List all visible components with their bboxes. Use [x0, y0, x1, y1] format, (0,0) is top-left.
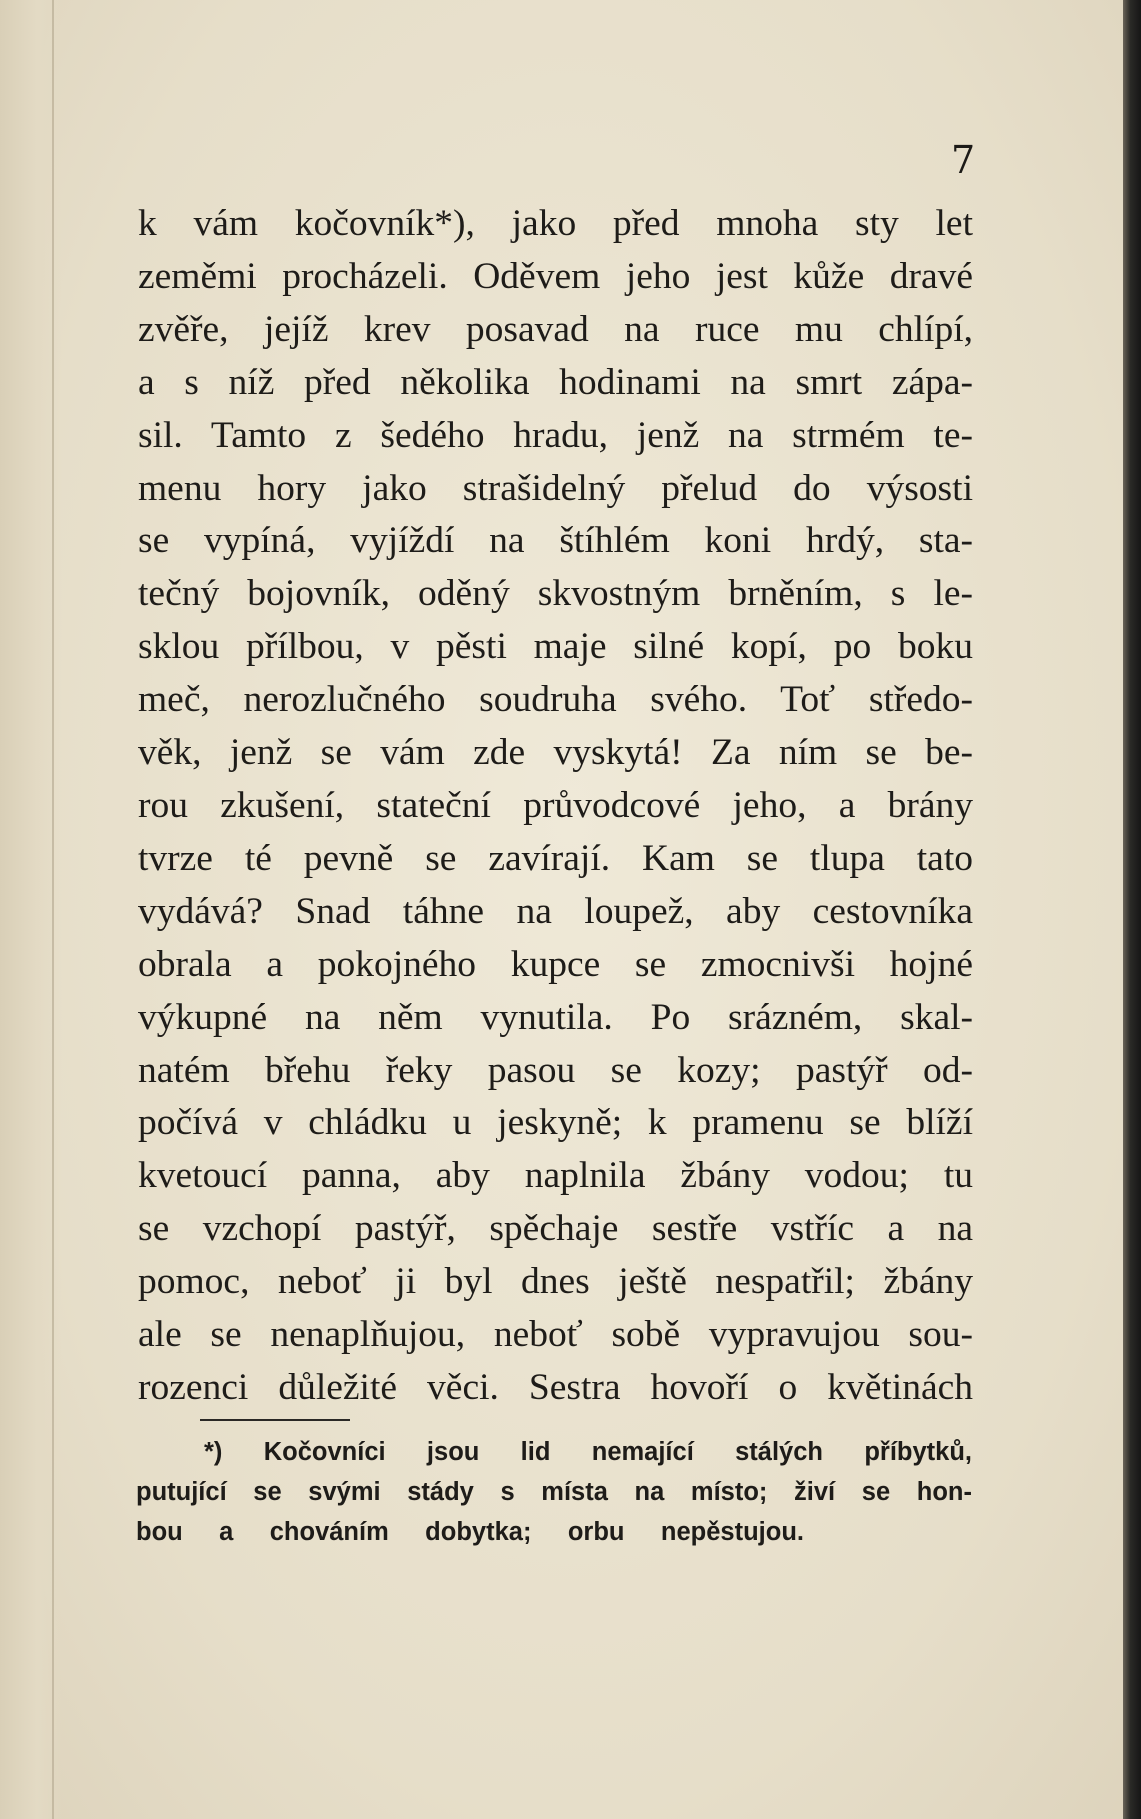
body-line-2: zeměmi procházeli. Oděvem jeho jest kůže dravé	[138, 255, 973, 297]
body-line-14: vydává? Snad táhne na loupež, aby cestovníka	[138, 890, 973, 932]
footnote-separator-rule	[200, 1419, 350, 1421]
body-line-7: se vypíná, vyjíždí na štíhlém koni hrdý, sta-	[138, 520, 973, 562]
body-line-22: ale se nenaplňujou, neboť sobě vypravujou sou-	[138, 1314, 973, 1356]
footnote-line-3-text: bou a chováním dobytka; orbu nepěstujou.	[136, 1518, 804, 1546]
page-fold-line	[52, 0, 54, 1819]
body-line-9: sklou přílbou, v pěsti maje silné kopí, po boku	[138, 626, 973, 668]
body-line-13: tvrze té pevně se zavírají. Kam se tlupa tato	[138, 837, 973, 879]
body-line-10: meč, nerozlučného soudruha svého. Toť středo-	[138, 679, 973, 721]
body-line-4: a s níž před několika hodinami na smrt zápa-	[138, 361, 973, 403]
body-line-18: počívá v chládku u jeskyně; k pramenu se blíží	[138, 1102, 973, 1144]
body-text	[138, 198, 973, 1415]
book-spine-edge	[1123, 0, 1141, 1819]
body-line-16: výkupné na něm vynutila. Po srázném, skal-	[138, 996, 973, 1038]
body-line-21: pomoc, neboť ji byl dnes ještě nespatřil; žbány	[138, 1261, 973, 1303]
body-line-12: rou zkušení, stateční průvodcové jeho, a brány	[138, 784, 973, 826]
footnote	[136, 1432, 972, 1552]
body-line-11: věk, jenž se vám zde vyskytá! Za ním se be-	[138, 732, 973, 774]
body-line-8: tečný bojovník, oděný skvostným brněním, s le-	[138, 573, 973, 615]
footnote-line-1: *) Kočovníci jsou lid nemající stálých příbytků,	[204, 1438, 972, 1466]
body-line-3: zvěře, jejíž krev posavad na ruce mu chlípí,	[138, 308, 973, 350]
body-line-5: sil. Tamto z šedého hradu, jenž na strmém te-	[138, 414, 973, 456]
body-line-20: se vzchopí pastýř, spěchaje sestře vstříc a na	[138, 1208, 973, 1250]
footnote-line-2: putující se svými stády s místa na místo; živí se hon-	[136, 1478, 972, 1506]
footnote-line-3	[136, 1512, 972, 1552]
body-line-19: kvetoucí panna, aby naplnila žbány vodou; tu	[138, 1155, 973, 1197]
body-line-17: natém břehu řeky pasou se kozy; pastýř od-	[138, 1049, 973, 1091]
body-line-23: rozenci důležité věci. Sestra hovoří o květinách	[138, 1366, 973, 1408]
page-number: 7	[951, 138, 976, 182]
body-line-6: menu hory jako strašidelný přelud do výsosti	[138, 467, 973, 509]
body-line-15: obrala a pokojného kupce se zmocnivši hojné	[138, 943, 973, 985]
body-line-1: k vám kočovník*), jako před mnoha sty let	[138, 203, 973, 244]
